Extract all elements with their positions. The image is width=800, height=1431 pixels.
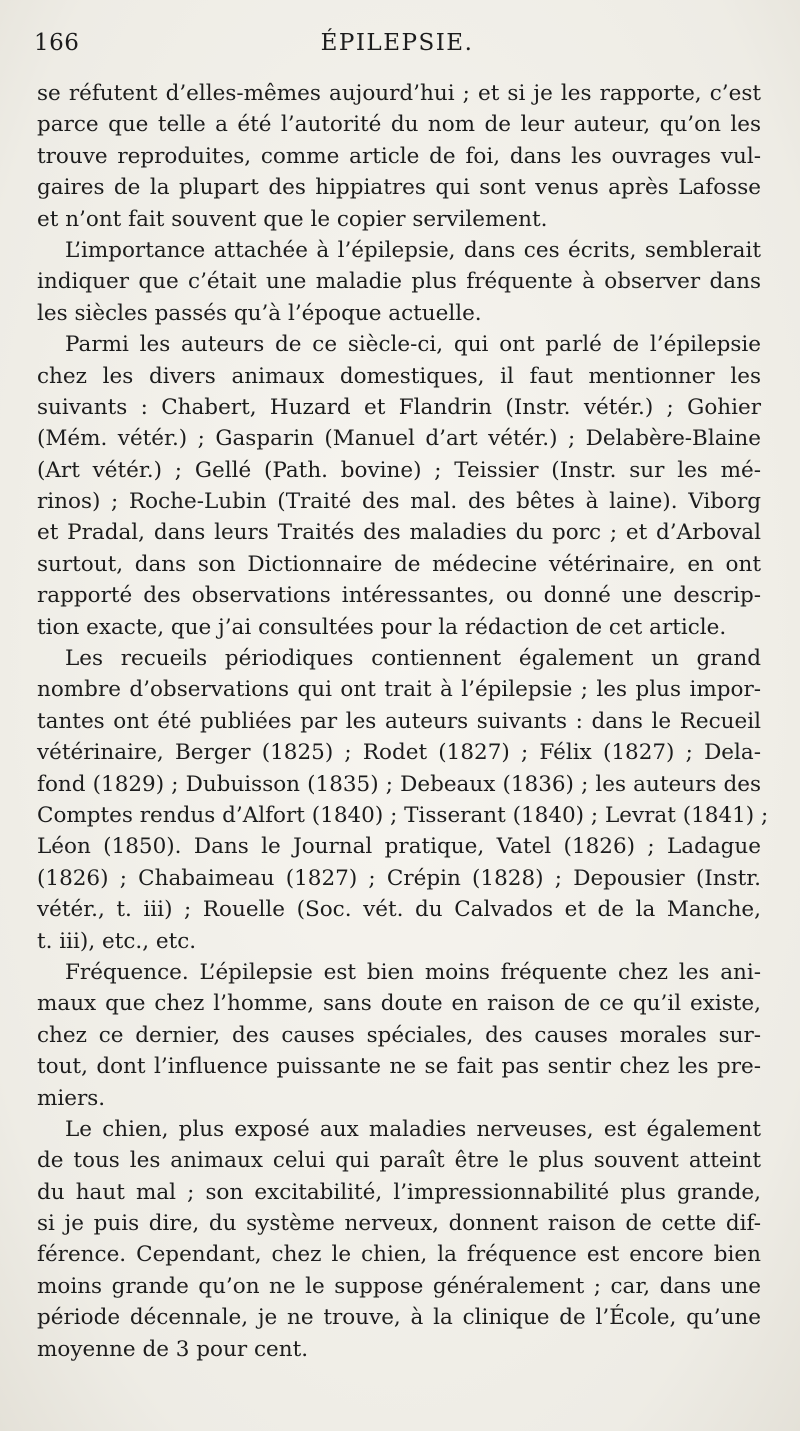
text-line: Parmi les auteurs de ce siècle-ci, qui ont parlé de l’épilepsie xyxy=(65,332,761,358)
text-line: fond (1829) ; Dubuisson (1835) ; Debeaux (1836) ; les auteurs des xyxy=(37,771,761,797)
text-line: et Pradal, dans leurs Traités des maladies du porc ; et d’Arboval xyxy=(37,520,761,546)
text-line: L’importance attachée à l’épilepsie, dans ces écrits, semblerait xyxy=(65,237,761,263)
text-line: t. iii), etc., etc. xyxy=(37,928,197,954)
text-line: Le chien, plus exposé aux maladies nerveuses, est également xyxy=(65,1116,761,1142)
text-line: miers. xyxy=(37,1085,106,1111)
text-line: vétérinaire, Berger (1825) ; Rodet (1827) ; Félix (1827) ; Dela- xyxy=(37,740,761,766)
text-line: maux que chez l’homme, sans doute en raison de ce qu’il existe, xyxy=(37,991,761,1017)
text-line: indiquer que c’était une maladie plus fréquente à observer dans xyxy=(37,269,761,295)
text-line: vétér., t. iii) ; Rouelle (Soc. vét. du Calvados et de la Manche, xyxy=(37,897,761,923)
text-line: Les recueils périodiques contiennent également un grand xyxy=(65,646,761,672)
text-line: de tous les animaux celui qui paraît être le plus souvent atteint xyxy=(37,1148,761,1174)
text-line: et n’ont fait souvent que le copier servilement. xyxy=(37,206,548,232)
page-number: 166 xyxy=(34,30,80,56)
text-line: si je puis dire, du système nerveux, donnent raison de cette dif- xyxy=(37,1211,761,1237)
text-line: les siècles passés qu’à l’époque actuelle. xyxy=(37,300,482,326)
text-line: gaires de la plupart des hippiatres qui sont venus après Lafosse xyxy=(37,175,761,201)
text-line: tout, dont l’influence puissante ne se fait pas sentir chez les pre- xyxy=(37,1054,761,1080)
text-line: chez ce dernier, des causes spéciales, des causes morales sur- xyxy=(37,1022,761,1048)
running-title: ÉPILEPSIE. xyxy=(320,30,474,56)
text-line: suivants : Chabert, Huzard et Flandrin (Instr. vétér.) ; Gohier xyxy=(37,394,761,420)
body-text xyxy=(37,78,769,1365)
text-line: rinos) ; Roche-Lubin (Traité des mal. des bêtes à laine). Viborg xyxy=(37,489,761,515)
text-line: Fréquence. L’épilepsie est bien moins fréquente chez les ani- xyxy=(65,959,761,985)
text-line: (Art vétér.) ; Gellé (Path. bovine) ; Teissier (Instr. sur les mé- xyxy=(37,457,761,483)
text-line: se réfutent d’elles-mêmes aujourd’hui ; et si je les rapporte, c’est xyxy=(37,81,761,106)
text-line: moyenne de 3 pour cent. xyxy=(37,1336,309,1362)
text-line: (Mém. vétér.) ; Gasparin (Manuel d’art vétér.) ; Delabère-Blaine xyxy=(37,426,761,452)
page-header xyxy=(34,30,760,64)
text-line: chez les divers animaux domestiques, il faut mentionner les xyxy=(37,363,761,389)
text-line: (1826) ; Chabaimeau (1827) ; Crépin (1828) ; Depousier (Instr. xyxy=(37,865,761,891)
text-line: période décennale, je ne trouve, à la clinique de l’École, qu’une xyxy=(37,1305,761,1331)
text-line: férence. Cependant, chez le chien, la fréquence est encore bien xyxy=(37,1242,761,1268)
text-line: surtout, dans son Dictionnaire de médecine vétérinaire, en ont xyxy=(37,551,761,577)
text-line: Comptes rendus d’Alfort (1840) ; Tisserant (1840) ; Levrat (1841) ; xyxy=(37,802,769,828)
text-line: du haut mal ; son excitabilité, l’impressionnabilité plus grande, xyxy=(37,1179,761,1205)
text-line: tion exacte, que j’ai consultées pour la rédaction de cet article. xyxy=(37,614,727,640)
text-line: tantes ont été publiées par les auteurs suivants : dans le Recueil xyxy=(37,708,761,734)
text-line: trouve reproduites, comme article de foi, dans les ouvrages vul- xyxy=(37,143,761,169)
text-line: nombre d’observations qui ont trait à l’épilepsie ; les plus impor- xyxy=(37,677,761,703)
text-line: rapporté des observations intéressantes, ou donné une descrip- xyxy=(37,583,761,609)
text-line: moins grande qu’on ne le suppose généralement ; car, dans une xyxy=(37,1273,761,1299)
text-line: Léon (1850). Dans le Journal pratique, Vatel (1826) ; Ladague xyxy=(37,834,761,860)
text-line: parce que telle a été l’autorité du nom de leur auteur, qu’on les xyxy=(37,112,761,138)
